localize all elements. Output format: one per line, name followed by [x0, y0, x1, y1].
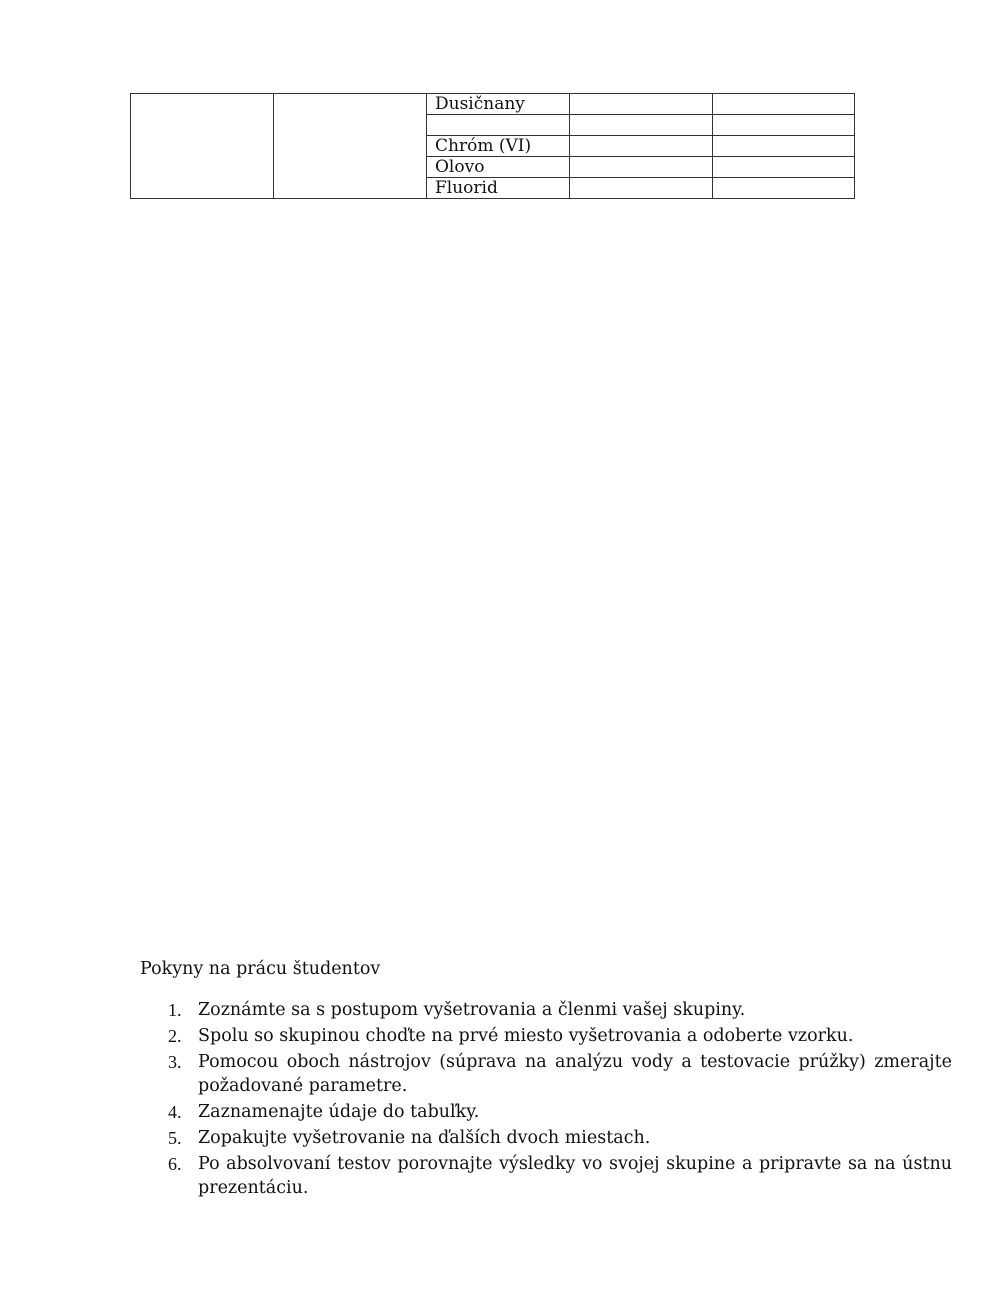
- list-item-number: 6.: [168, 1154, 182, 1174]
- list-item-text: Zopakujte vyšetrovanie na ďalších dvoch miestach.: [198, 1128, 651, 1148]
- list-item-number: 3.: [168, 1052, 182, 1072]
- value-cell: [713, 178, 855, 199]
- parameter-cell: Chróm (VI): [427, 136, 570, 157]
- value-cell: [570, 136, 713, 157]
- parameter-cell: Olovo: [427, 157, 570, 178]
- list-item-text: Po absolvovaní testov porovnajte výsledky vo svojej skupine a pripravte sa na ústnu prezentáciu.: [198, 1154, 952, 1198]
- value-cell: [713, 136, 855, 157]
- list-item: [0, 1100, 952, 1124]
- list-item: [0, 1050, 952, 1098]
- list-item-text: Spolu so skupinou choďte na prvé miesto vyšetrovania a odoberte vzorku.: [198, 1026, 854, 1046]
- parameters-table: [130, 93, 855, 199]
- instructions-list: [0, 998, 1000, 1202]
- table-row: [131, 94, 855, 115]
- parameter-cell: Fluorid: [427, 178, 570, 199]
- list-item-number: 2.: [168, 1026, 182, 1046]
- list-item: [0, 1152, 952, 1200]
- parameter-cell: [427, 115, 570, 136]
- value-cell: [570, 157, 713, 178]
- value-cell: [570, 115, 713, 136]
- list-item: [0, 1126, 952, 1150]
- list-item-text: Zoznámte sa s postupom vyšetrovania a členmi vašej skupiny.: [198, 1000, 746, 1020]
- parameter-cell: Dusičnany: [427, 94, 570, 115]
- list-item-text: Pomocou oboch nástrojov (súprava na analýzu vody a testovacie prúžky) zmerajte požadované parametre.: [198, 1052, 952, 1096]
- list-item-number: 4.: [168, 1102, 182, 1122]
- instructions-heading: Pokyny na prácu študentov: [140, 959, 381, 979]
- list-item-number: 1.: [168, 1000, 182, 1020]
- empty-cell: [274, 94, 427, 199]
- list-item-text: Zaznamenajte údaje do tabuľky.: [198, 1102, 480, 1122]
- list-item: [0, 1024, 952, 1048]
- list-item: [0, 998, 952, 1022]
- value-cell: [570, 94, 713, 115]
- value-cell: [713, 94, 855, 115]
- value-cell: [713, 115, 855, 136]
- list-item-number: 5.: [168, 1128, 182, 1148]
- value-cell: [570, 178, 713, 199]
- empty-cell: [131, 94, 274, 199]
- value-cell: [713, 157, 855, 178]
